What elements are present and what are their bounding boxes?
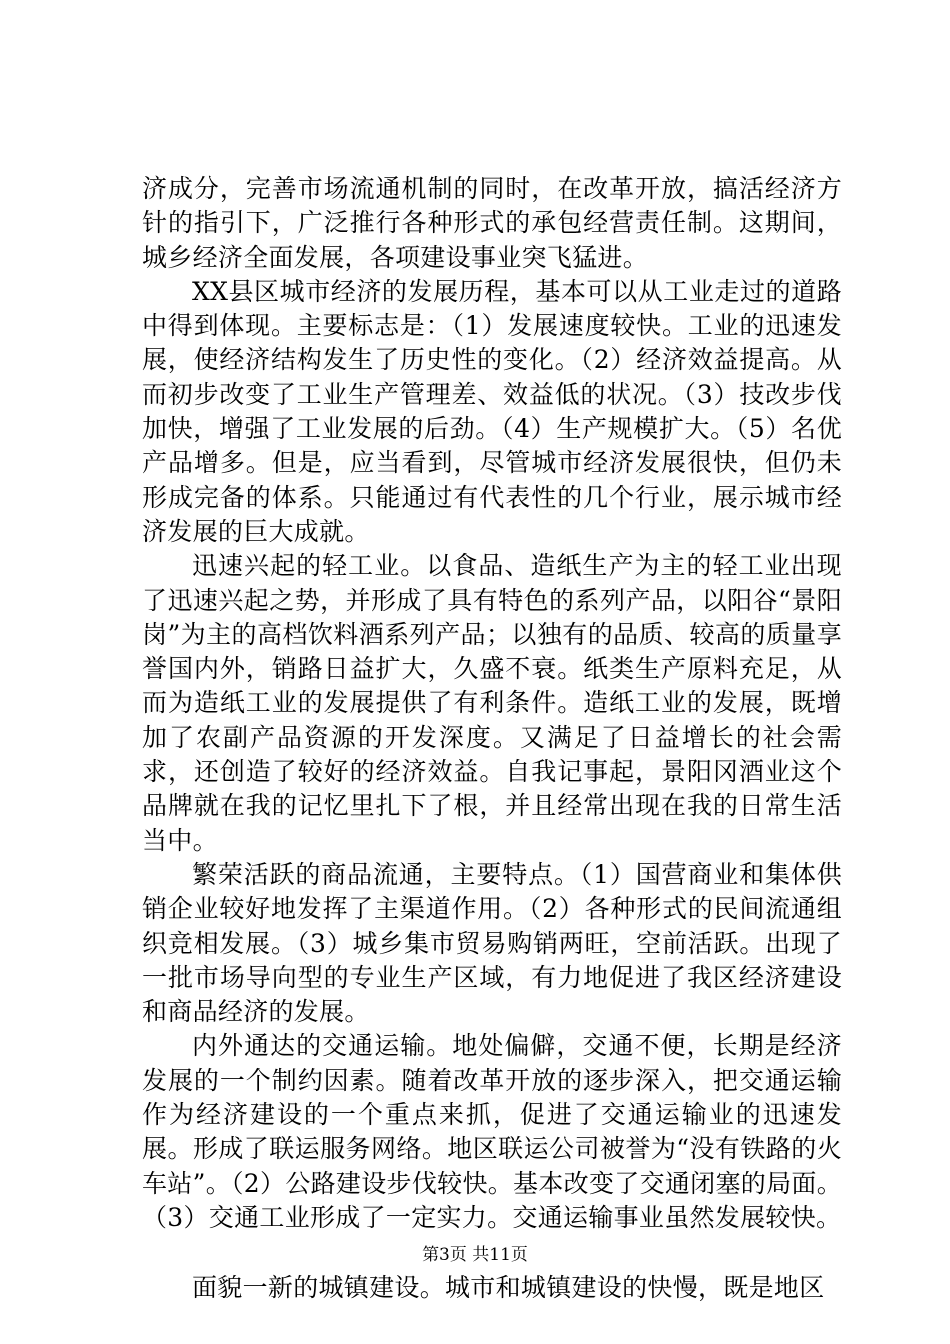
body-text xyxy=(142,172,842,1306)
paragraph-urban-economy: XX县区城市经济的发展历程，基本可以从工业走过的道路中得到体现。主要标志是：（1）发展速度较快。工业的迅速发展，使经济结构发生了历史性的变化。（2）经济效益提高。从而初步改变了工业生产管理差、效益低的状况。（3）技改步伐加快，增强了工业发展的后劲。（4）生产规模扩大。（5）名优产品增多。但是，应当看到，尽管城市经济发展很快，但仍未形成完备的体系。只能通过有代表性的几个行业，展示城市经济发展的巨大成就。 xyxy=(142,276,842,546)
paragraph-commodity-circulation: 繁荣活跃的商品流通，主要特点。（1）国营商业和集体供销企业较好地发挥了主渠道作用。（2）各种形式的民间流通组织竞相发展。（3）城乡集市贸易购销两旺，空前活跃。出现了一批市场导向型的专业生产区域，有力地促进了我区经济建设和商品经济的发展。 xyxy=(142,859,842,1027)
paragraph-town-construction: 面貌一新的城镇建设。城市和城镇建设的快慢，既是地区 xyxy=(192,1273,825,1303)
paragraph-light-industry: 迅速兴起的轻工业。以食品、造纸生产为主的轻工业出现了迅速兴起之势，并形成了具有特色的系列产品，以阳谷“景阳岗”为主的高档饮料酒系列产品；以独有的品质、较高的质量享誉国内外，销路日益扩大，久盛不衰。纸类生产原料充足，从而为造纸工业的发展提供了有利条件。造纸工业的发展，既增加了农副产品资源的开发深度。又满足了日益增长的社会需求，还创造了较好的经济效益。自我记事起，景阳冈酒业这个品牌就在我的记忆里扎下了根，并且经常出现在我的日常生活当中。 xyxy=(142,551,842,855)
page-footer xyxy=(0,1245,950,1265)
paragraph-transportation: 内外通达的交通运输。地处偏僻，交通不便，长期是经济发展的一个制约因素。随着改革开放的逐步深入，把交通运输作为经济建设的一个重点来抓，促进了交通运输业的迅速发展。形成了联运服务网络。地区联运公司被誉为“没有铁路的火车站”。（2）公路建设步伐较快。基本改变了交通闭塞的局面。（3）交通工业形成了一定实力。交通运输事业虽然发展较快。 xyxy=(142,1031,842,1232)
page-number: 第3页 共11页 xyxy=(422,1245,528,1265)
paragraph-continuation: 济成分，完善市场流通机制的同时，在改革开放，搞活经济方针的指引下，广泛推行各种形式的承包经营责任制。这期间，城乡经济全面发展，各项建设事业突飞猛进。 xyxy=(142,174,842,272)
